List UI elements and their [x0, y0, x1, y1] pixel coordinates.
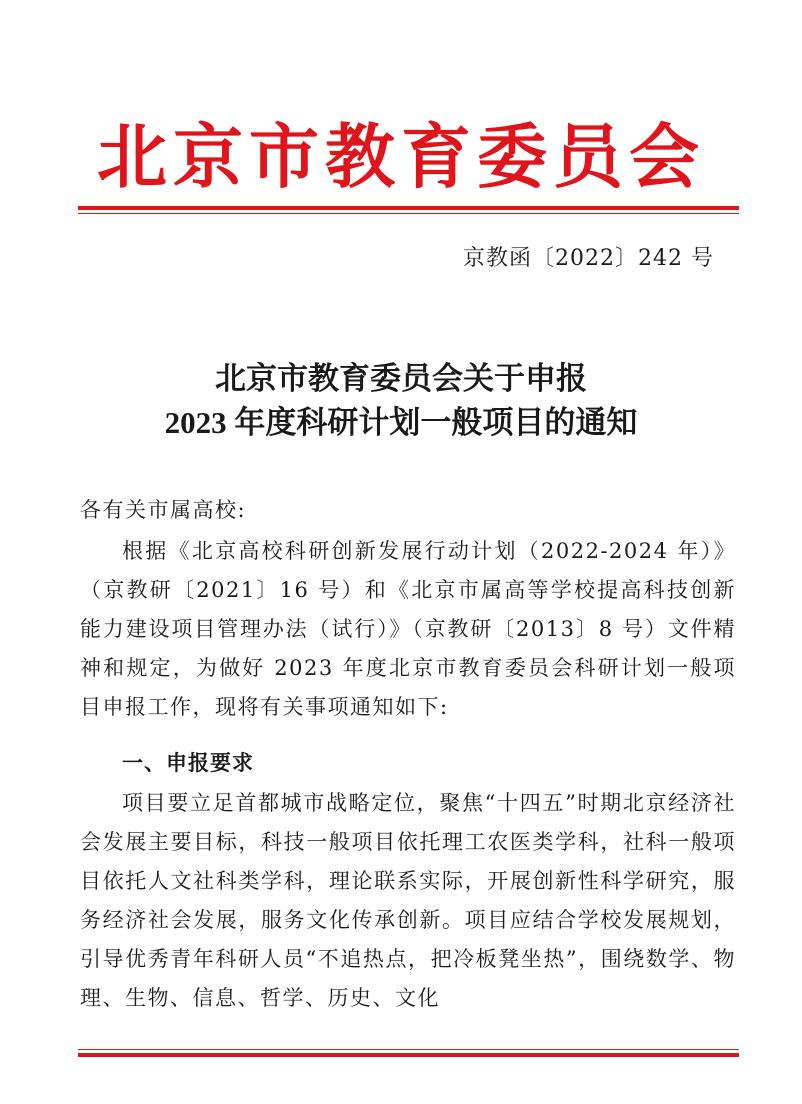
document-title-line-1: 北京市教育委员会关于申报 — [215, 361, 587, 396]
letterhead-rule-thick — [78, 206, 739, 210]
intro-paragraph-block — [80, 532, 736, 727]
letterhead-rule-thin — [78, 213, 739, 214]
letterhead-title: 北京市教育委员会 — [97, 115, 705, 198]
salutation: 各有关市属高校: — [80, 498, 247, 522]
document-number: 京教函〔2022〕242 号 — [463, 246, 714, 271]
requirements-paragraph-block — [80, 784, 736, 1018]
intro-paragraph: 根据《北京高校科研创新发展行动计划（2022-2024 年）》（京教研〔2021〕16 号）和《北京市属高等学校提高科技创新能力建设项目管理办法（试行）》（京教研〔2013〕8 号）文件精神和规定，为做好 2023 年度北京市教育委员会科研计划一般项目申报工作，现将有关事项通知如下: — [80, 539, 736, 719]
requirements-paragraph: 项目要立足首都城市战略定位，聚焦“十四五”时期北京经济社会发展主要目标，科技一般项目依托理工农医类学科，社科一般项目依托人文社科类学科，理论联系实际，开展创新性科学研究，服务经济社会发展，服务文化传承创新。项目应结合学校发展规划，引导优秀青年科研人员“不追热点，把冷板凳坐热”，围绕数学、物理、生物、信息、哲学、历史、文化 — [80, 791, 736, 1010]
footer-rule-thin — [78, 1049, 739, 1050]
section-heading-requirements: 一、申报要求 — [122, 751, 254, 775]
document-title-line-2: 2023 年度科研计划一般项目的通知 — [164, 405, 638, 440]
footer-rule-thick — [78, 1053, 739, 1057]
